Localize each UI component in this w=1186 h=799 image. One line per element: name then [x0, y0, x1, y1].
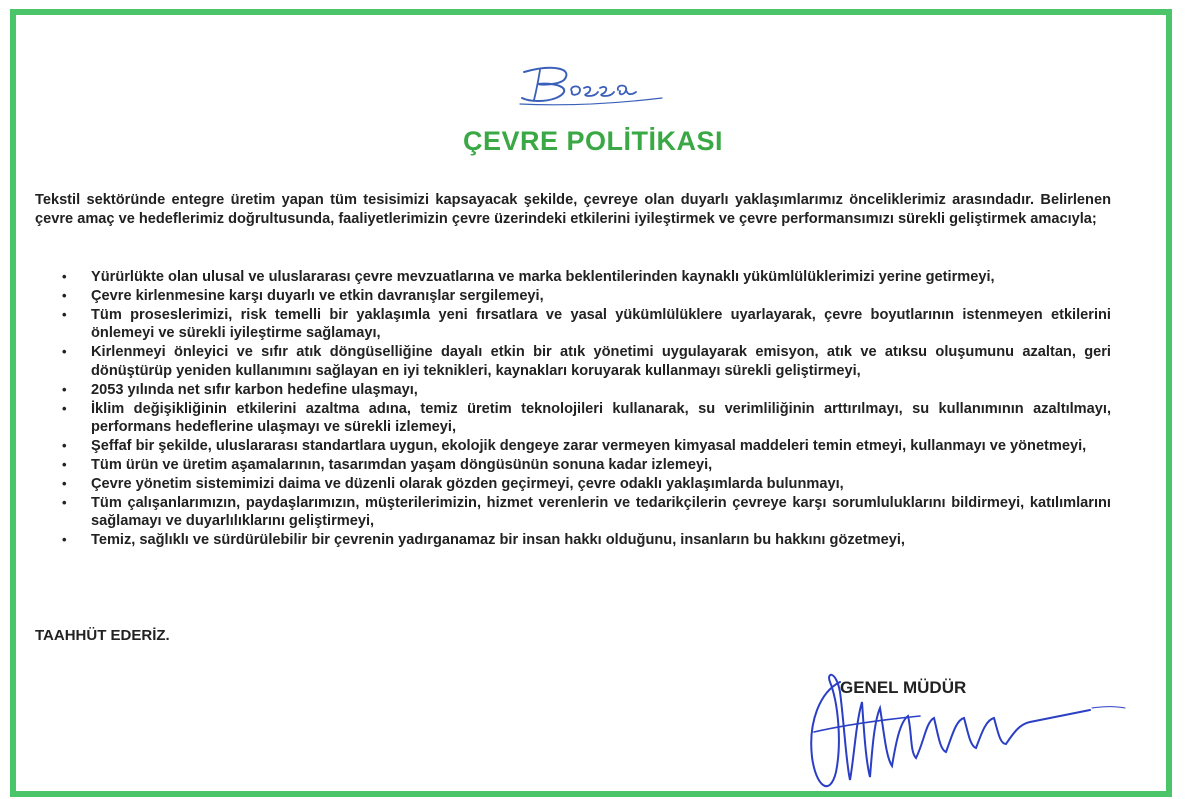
page-title: ÇEVRE POLİTİKASI — [462, 126, 724, 156]
bossa-logo — [512, 58, 672, 110]
list-item: • Tüm proseslerimizi, risk temelli bir yaklaşımla yeni fırsatlara ve yasal yükümlülüklere uyarlayarak, çevre boyutlarının istenmeyen etkilerini önlemeyi ve sürekli iyileştirme sağlamayı, — [62, 306, 1111, 342]
list-item: • Çevre yönetim sistemimizi daima ve düzenli olarak gözden geçirmeyi, çevre odaklı yaklaşımlarda bulunmayı, — [62, 475, 844, 492]
bullet-icon: • — [62, 532, 67, 548]
list-item: • Temiz, sağlıklı ve sürdürülebilir bir çevrenin yadırganamaz bir insan hakkı olduğunu, insanların bu hakkını gözetmeyi, — [62, 532, 905, 549]
pledge-text: TAAHHÜT EDERİZ. — [35, 627, 170, 644]
list-item: • İklim değişikliğinin etkilerini azaltma adına, temiz üretim teknolojileri kullanarak, su verimliliğinin arttırılmayı, su kullanımının azaltılmayı, performans hedeflerine ulaşmayı ve sürekli izlemeyi, — [62, 400, 1111, 436]
list-item: • Şeffaf bir şekilde, uluslararası standartlara uygun, ekolojik dengeye zarar vermeyen kimyasal maddeleri temin etmeyi, kullanmayı ve yönetmeyi, — [62, 438, 1087, 455]
list-item: • Tüm çalışanlarımızın, paydaşlarımızın, müşterilerimizin, hizmet verenlerin ve tedarikçilerin çevreye karşı sorumluluklarını bildirmeyi, katılımlarını sağlamayı ve duyarlılıklarını geliştirmeyi, — [62, 494, 1111, 530]
bullet-icon: • — [62, 494, 67, 510]
list-item: • Yürürlükte olan ulusal ve uluslararası çevre mevzuatlarına ve marka beklentilerinden kaynaklı yükümlülüklerimizi yerine getirmeyi, — [62, 269, 995, 285]
bullet-icon: • — [62, 475, 67, 491]
list-item: • Kirlenmeyi önleyici ve sıfır atık döngüselliğine dayalı etkin bir atık yönetimi uygulayarak emisyon, atık ve atıksu oluşumunu azaltan, geri dönüştürüp yeniden kullanımını sağlayan en iyi teknikleri, kaynakları koruyarak kullanmayı sürekli geliştirmeyi, — [62, 344, 1111, 379]
policy-list — [35, 268, 1111, 550]
handwritten-signature — [800, 662, 1130, 797]
bullet-icon: • — [62, 344, 67, 360]
bullet-icon: • — [62, 287, 67, 303]
list-item: • Tüm ürün ve üretim aşamalarının, tasarımdan yaşam döngüsünün sonuna kadar izlemeyi, — [62, 456, 713, 473]
bullet-icon: • — [62, 381, 67, 397]
list-item: • 2053 yılında net sıfır karbon hedefine ulaşmayı, — [62, 381, 418, 398]
bullet-icon: • — [62, 306, 67, 322]
bullet-icon: • — [62, 400, 67, 416]
signer-title: GENEL MÜDÜR — [840, 678, 967, 697]
intro-paragraph: Tekstil sektöründe entegre üretim yapan tüm tesisimizi kapsayacak şekilde, çevreye olan duyarlı yaklaşımlarımız önceliklerimiz arasındadır. Belirlenen çevre amaç ve hedeflerimiz doğrultusunda, faaliyetlerimizin çevre üzerindeki etkilerini iyileştirmek ve çevre performansımızı sürekli geliştirmek amacıyla; — [35, 192, 1111, 227]
bullet-icon: • — [62, 438, 67, 454]
bullet-icon: • — [62, 456, 67, 472]
bullet-icon: • — [62, 269, 67, 284]
list-item: • Çevre kirlenmesine karşı duyarlı ve etkin davranışlar sergilemeyi, — [62, 287, 544, 304]
